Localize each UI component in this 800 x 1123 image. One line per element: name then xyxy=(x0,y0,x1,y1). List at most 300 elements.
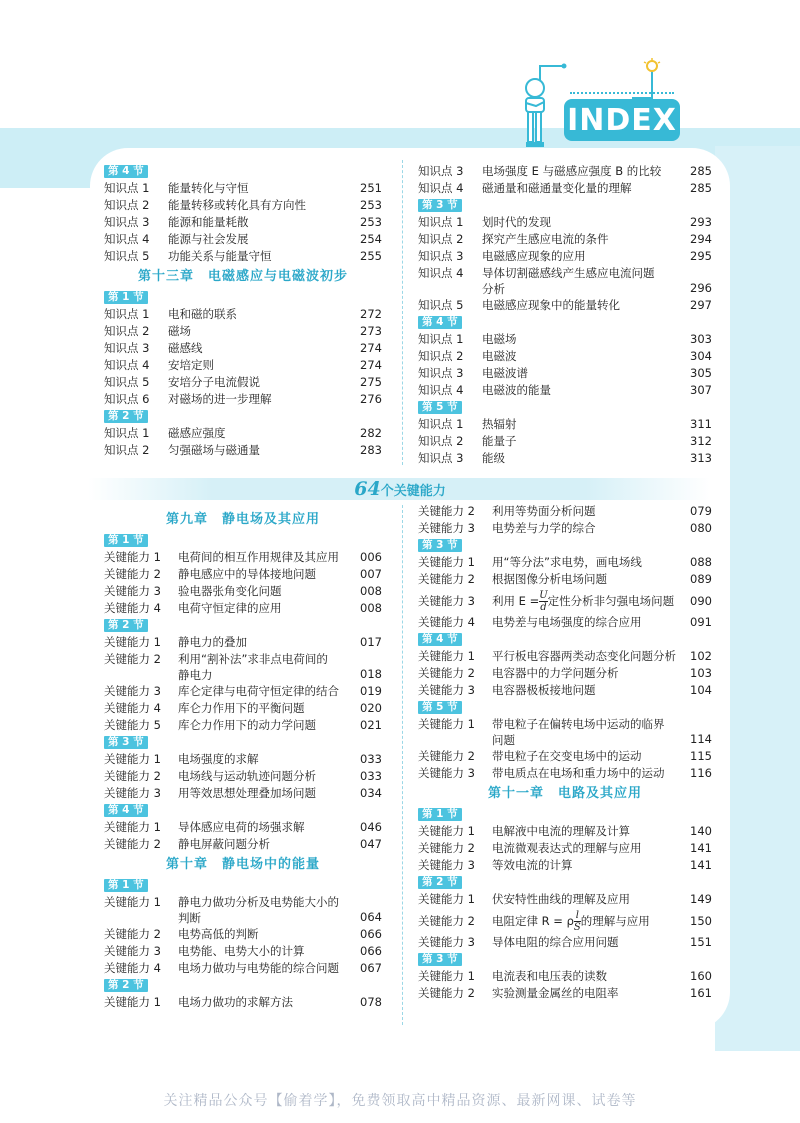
entry-label: 关键能力 4 xyxy=(104,601,161,615)
entry-title: 静电力做功分析及电势能大小的 xyxy=(178,895,339,909)
entry-label: 关键能力 4 xyxy=(104,961,161,975)
entry-page: 141 xyxy=(690,858,712,872)
entry-page: 294 xyxy=(690,232,712,246)
entry-label: 关键能力 2 xyxy=(418,986,475,1000)
toc-entry xyxy=(104,943,382,960)
chapter-title: 第九章 静电场及其应用 xyxy=(165,512,320,527)
toc-entry xyxy=(104,926,382,943)
entry-title: 利用“割补法”求非点电荷间的 xyxy=(178,652,328,666)
entry-page: 007 xyxy=(360,567,382,581)
fraction-numerator: l xyxy=(575,910,579,921)
fraction-denominator: S xyxy=(573,922,581,933)
toc-entry xyxy=(418,891,712,908)
entry-page: 034 xyxy=(360,786,382,800)
toc-entry xyxy=(418,214,712,231)
entry-page: 293 xyxy=(690,215,712,229)
toc-entry xyxy=(104,634,382,651)
section-row xyxy=(104,802,382,819)
entry-label: 关键能力 2 xyxy=(418,504,475,518)
top-right-column xyxy=(418,163,712,467)
entry-label: 知识点 5 xyxy=(104,375,150,389)
entry-page: 088 xyxy=(690,555,712,569)
entry-label: 关键能力 3 xyxy=(104,684,161,698)
toc-entry xyxy=(104,248,382,265)
toc-entry xyxy=(104,994,382,1011)
entry-page: 008 xyxy=(360,584,382,598)
entry-title: 电和磁的联系 xyxy=(168,307,237,321)
entry-label: 关键能力 1 xyxy=(418,717,475,731)
toc-entry xyxy=(418,365,712,382)
entry-page: 033 xyxy=(360,769,382,783)
entry-title: 能量转化与守恒 xyxy=(168,181,249,195)
entry-label: 关键能力 2 xyxy=(104,567,161,581)
entry-title: 电势能、电势大小的计算 xyxy=(178,944,305,958)
entry-label: 关键能力 1 xyxy=(418,892,475,906)
toc-entry xyxy=(418,934,712,951)
entry-title: 电场力做功与电势能的综合问题 xyxy=(178,961,339,975)
entry-title: 实验测量金属丝的电阻率 xyxy=(492,986,619,1000)
entry-title-continued: 分析 xyxy=(482,282,505,296)
entry-title: 磁感应强度 xyxy=(168,426,226,440)
footer-note: 关注精品公众号【偷着学】，免费领取高中精品资源、最新网课、试卷等 xyxy=(163,1093,637,1109)
entry-label: 关键能力 3 xyxy=(104,944,161,958)
entry-title: 电场强度 E 与磁感应强度 B 的比较 xyxy=(482,164,662,178)
entry-title: 库仑力作用下的平衡问题 xyxy=(178,701,305,715)
entry-page: 253 xyxy=(360,198,382,212)
entry-title: 匀强磁场与磁通量 xyxy=(168,443,260,457)
entry-page: 296 xyxy=(690,281,712,295)
entry-title-continued: 静电力 xyxy=(178,668,213,682)
toc-entry xyxy=(418,665,712,682)
section-row xyxy=(418,399,712,416)
section-label: 第 5 节 xyxy=(418,701,462,714)
entry-title: 电场力做功的求解方法 xyxy=(178,995,293,1009)
entry-title: 导体感应电荷的场强求解 xyxy=(178,820,305,834)
entry-page: 285 xyxy=(690,164,712,178)
toc-entry xyxy=(418,908,712,934)
entry-title: 电荷间的相互作用规律及其应用 xyxy=(178,550,339,564)
toc-entry xyxy=(418,840,712,857)
section-label: 第 1 节 xyxy=(104,879,148,892)
toc-entry xyxy=(418,265,712,297)
banner-number: 64 xyxy=(354,478,381,500)
entry-page: 297 xyxy=(690,298,712,312)
entry-title: 根据图像分析电场问题 xyxy=(492,572,607,586)
entry-label: 知识点 2 xyxy=(104,324,150,338)
toc-entry xyxy=(418,985,712,1002)
toc-entry xyxy=(104,549,382,566)
entry-page: 313 xyxy=(690,451,712,465)
section-row xyxy=(104,734,382,751)
toc-entry xyxy=(418,588,712,614)
entry-title: 能量子 xyxy=(482,434,517,448)
entry-page: 091 xyxy=(690,615,712,629)
toc-entry xyxy=(418,648,712,665)
entry-title: 能源与社会发展 xyxy=(168,232,249,246)
entry-page: 295 xyxy=(690,249,712,263)
top-left-column xyxy=(104,163,382,459)
toc-entry xyxy=(418,348,712,365)
entry-page: 141 xyxy=(690,841,712,855)
entry-title: 电磁波 xyxy=(482,349,517,363)
entry-label: 知识点 5 xyxy=(104,249,150,263)
entry-title: 库仑定律与电荷守恒定律的结合 xyxy=(178,684,339,698)
section-row xyxy=(418,631,712,648)
toc-entry xyxy=(104,425,382,442)
entry-title-continued: 问题 xyxy=(492,733,515,747)
entry-title: 功能关系与能量守恒 xyxy=(168,249,272,263)
entry-page: 090 xyxy=(690,594,712,608)
entry-label: 知识点 1 xyxy=(104,426,150,440)
toc-entry xyxy=(104,306,382,323)
entry-label: 知识点 1 xyxy=(104,181,150,195)
section-label: 第 4 节 xyxy=(418,316,462,329)
entry-page: 283 xyxy=(360,443,382,457)
entry-title: 能量转移或转化具有方向性 xyxy=(168,198,306,212)
toc-entry xyxy=(104,180,382,197)
toc-entry xyxy=(104,836,382,853)
entry-title: 静电感应中的导体接地问题 xyxy=(178,567,316,581)
formula-suffix: 定性分析非匀强电场问题 xyxy=(547,594,675,608)
entry-page: 307 xyxy=(690,383,712,397)
entry-title: 电磁波谱 xyxy=(482,366,528,380)
section-row xyxy=(418,874,712,891)
toc-entry xyxy=(104,894,382,926)
entry-label: 关键能力 2 xyxy=(104,652,161,666)
entry-title: 电势高低的判断 xyxy=(178,927,259,941)
entry-title: 带电质点在电场和重力场中的运动 xyxy=(492,766,665,780)
entry-title: 磁通量和磁通量变化量的理解 xyxy=(482,181,632,195)
entry-page: 255 xyxy=(360,249,382,263)
entry-title: 磁场 xyxy=(168,324,191,338)
entry-title: 用“等分法”求电势，画电场线 xyxy=(492,555,642,569)
chapter-title: 第十一章 电路及其应用 xyxy=(487,786,642,801)
entry-title: 电场强度的求解 xyxy=(178,752,259,766)
entry-page: 274 xyxy=(360,341,382,355)
toc-entry xyxy=(418,748,712,765)
section-row xyxy=(418,951,712,968)
toc-entry xyxy=(418,571,712,588)
section-row xyxy=(104,617,382,634)
entry-label: 关键能力 4 xyxy=(418,615,475,629)
toc-entry xyxy=(104,819,382,836)
entry-page: 047 xyxy=(360,837,382,851)
entry-title: 静电屏蔽问题分析 xyxy=(178,837,270,851)
entry-label: 知识点 4 xyxy=(418,181,464,195)
entry-title xyxy=(492,908,650,934)
entry-page: 275 xyxy=(360,375,382,389)
entry-label: 知识点 3 xyxy=(104,341,150,355)
toc-entry xyxy=(104,323,382,340)
entry-page: 276 xyxy=(360,392,382,406)
fraction-numerator: U xyxy=(539,590,548,601)
toc-entry xyxy=(104,717,382,734)
entry-label: 知识点 3 xyxy=(418,451,464,465)
entry-title: 电容器中的力学问题分析 xyxy=(492,666,619,680)
toc-entry xyxy=(104,768,382,785)
entry-label: 关键能力 2 xyxy=(104,927,161,941)
entry-label: 知识点 3 xyxy=(418,249,464,263)
entry-title: 安培分子电流假说 xyxy=(168,375,260,389)
entry-page: 115 xyxy=(690,749,712,763)
entry-page: 303 xyxy=(690,332,712,346)
entry-page: 066 xyxy=(360,944,382,958)
entry-label: 关键能力 3 xyxy=(418,683,475,697)
section-row xyxy=(418,699,712,716)
fraction-denominator: d xyxy=(540,602,547,613)
entry-title: 电流微观表达式的理解与应用 xyxy=(492,841,642,855)
section-row xyxy=(104,408,382,425)
entry-label: 知识点 5 xyxy=(418,298,464,312)
entry-label: 关键能力 1 xyxy=(104,895,161,909)
entry-label: 知识点 4 xyxy=(418,383,464,397)
section-row xyxy=(418,537,712,554)
entry-label: 关键能力 1 xyxy=(104,635,161,649)
entry-label: 知识点 3 xyxy=(104,215,150,229)
section-label: 第 3 节 xyxy=(418,953,462,966)
entry-page: 285 xyxy=(690,181,712,195)
column-divider-bottom xyxy=(402,505,403,1025)
banner-title xyxy=(0,478,800,500)
entry-label: 知识点 4 xyxy=(104,358,150,372)
entry-page: 116 xyxy=(690,766,712,780)
entry-page: 140 xyxy=(690,824,712,838)
entry-label: 关键能力 2 xyxy=(104,837,161,851)
entry-page: 078 xyxy=(360,995,382,1009)
entry-title: 利用等势面分析问题 xyxy=(492,504,596,518)
toc-entry xyxy=(104,214,382,231)
toc-entry xyxy=(418,765,712,782)
entry-label: 知识点 2 xyxy=(418,232,464,246)
entry-page: 019 xyxy=(360,684,382,698)
column-divider-top xyxy=(402,160,403,465)
toc-entry xyxy=(418,433,712,450)
index-badge: INDEX xyxy=(564,99,680,141)
entry-page: 151 xyxy=(690,935,712,949)
entry-page: 274 xyxy=(360,358,382,372)
entry-title: 能级 xyxy=(482,451,505,465)
entry-label: 关键能力 1 xyxy=(104,550,161,564)
toc-entry xyxy=(418,231,712,248)
toc-entry xyxy=(418,297,712,314)
toc-entry xyxy=(104,583,382,600)
entry-title: 验电器张角变化问题 xyxy=(178,584,282,598)
section-row xyxy=(418,197,712,214)
bottom-right-column xyxy=(418,503,712,1002)
section-label: 第 4 节 xyxy=(104,165,148,178)
entry-title: 等效电流的计算 xyxy=(492,858,573,872)
entry-label: 知识点 2 xyxy=(418,434,464,448)
entry-page: 312 xyxy=(690,434,712,448)
entry-page: 251 xyxy=(360,181,382,195)
entry-page: 254 xyxy=(360,232,382,246)
banner-label: 个关键能力 xyxy=(380,484,446,499)
entry-page: 114 xyxy=(690,732,712,746)
entry-label: 关键能力 2 xyxy=(418,749,475,763)
section-row xyxy=(104,163,382,180)
entry-label: 关键能力 2 xyxy=(418,914,475,928)
entry-page: 080 xyxy=(690,521,712,535)
toc-entry xyxy=(418,968,712,985)
toc-entry xyxy=(418,682,712,699)
entry-page: 305 xyxy=(690,366,712,380)
toc-entry xyxy=(104,751,382,768)
entry-page: 103 xyxy=(690,666,712,680)
entry-title xyxy=(492,588,674,614)
toc-entry xyxy=(418,823,712,840)
entry-label: 关键能力 5 xyxy=(104,718,161,732)
formula-fraction xyxy=(574,910,581,933)
entry-label: 知识点 1 xyxy=(418,215,464,229)
entry-title: 导体电阻的综合应用问题 xyxy=(492,935,619,949)
entry-page: 018 xyxy=(360,667,382,681)
entry-title: 伏安特性曲线的理解及应用 xyxy=(492,892,630,906)
entry-label: 知识点 2 xyxy=(104,198,150,212)
section-row xyxy=(104,289,382,306)
section-label: 第 2 节 xyxy=(104,979,148,992)
entry-label: 关键能力 2 xyxy=(418,666,475,680)
entry-label: 关键能力 3 xyxy=(418,521,475,535)
entry-title: 导体切割磁感线产生感应电流问题 xyxy=(482,266,655,280)
entry-page: 161 xyxy=(690,986,712,1000)
entry-label: 知识点 4 xyxy=(418,266,464,280)
entry-page: 149 xyxy=(690,892,712,906)
toc-entry xyxy=(104,231,382,248)
formula-prefix: 利用 E = xyxy=(492,594,540,608)
toc-entry xyxy=(418,614,712,631)
entry-title: 电流表和电压表的读数 xyxy=(492,969,607,983)
section-label: 第 3 节 xyxy=(418,539,462,552)
entry-label: 知识点 3 xyxy=(418,164,464,178)
entry-page: 104 xyxy=(690,683,712,697)
entry-page: 033 xyxy=(360,752,382,766)
entry-page: 021 xyxy=(360,718,382,732)
entry-label: 关键能力 1 xyxy=(418,649,475,663)
toc-entry xyxy=(104,960,382,977)
entry-page: 008 xyxy=(360,601,382,615)
section-label: 第 2 节 xyxy=(104,619,148,632)
entry-title: 电磁波的能量 xyxy=(482,383,551,397)
toc-entry xyxy=(104,566,382,583)
toc-entry xyxy=(104,357,382,374)
entry-title: 带电粒子在偏转电场中运动的临界 xyxy=(492,717,665,731)
formula-fraction xyxy=(539,590,547,613)
entry-label: 知识点 1 xyxy=(418,417,464,431)
index-dots xyxy=(570,92,674,98)
toc-entry xyxy=(104,600,382,617)
entry-title: 对磁场的进一步理解 xyxy=(168,392,272,406)
entry-title: 电解液中电流的理解及计算 xyxy=(492,824,630,838)
section-row xyxy=(418,314,712,331)
entry-title: 探究产生感应电流的条件 xyxy=(482,232,609,246)
entry-page: 160 xyxy=(690,969,712,983)
toc-entry xyxy=(104,683,382,700)
toc-entry xyxy=(418,331,712,348)
entry-label: 关键能力 1 xyxy=(104,995,161,1009)
entry-label: 关键能力 2 xyxy=(418,841,475,855)
section-label: 第 2 节 xyxy=(104,410,148,423)
toc-entry xyxy=(104,651,382,683)
entry-label: 知识点 1 xyxy=(418,332,464,346)
section-label: 第 4 节 xyxy=(418,633,462,646)
entry-page: 064 xyxy=(360,910,382,924)
entry-page: 273 xyxy=(360,324,382,338)
section-label: 第 4 节 xyxy=(104,804,148,817)
entry-page: 017 xyxy=(360,635,382,649)
section-row xyxy=(104,532,382,549)
entry-label: 关键能力 4 xyxy=(104,701,161,715)
toc-entry xyxy=(418,180,712,197)
toc-entry xyxy=(418,503,712,520)
entry-label: 关键能力 3 xyxy=(418,594,475,608)
entry-title: 热辐射 xyxy=(482,417,517,431)
entry-label: 关键能力 3 xyxy=(418,766,475,780)
entry-page: 079 xyxy=(690,504,712,518)
entry-page: 066 xyxy=(360,927,382,941)
entry-title: 安培定则 xyxy=(168,358,214,372)
entry-title: 电容器极板接地问题 xyxy=(492,683,596,697)
toc-entry xyxy=(418,382,712,399)
bottom-left-column xyxy=(104,508,382,1011)
toc-entry xyxy=(418,416,712,433)
toc-entry xyxy=(418,554,712,571)
entry-title: 电磁场 xyxy=(482,332,517,346)
entry-label: 关键能力 3 xyxy=(418,935,475,949)
entry-title-continued: 判断 xyxy=(178,911,201,925)
entry-label: 关键能力 1 xyxy=(104,752,161,766)
entry-label: 关键能力 2 xyxy=(418,572,475,586)
entry-label: 关键能力 1 xyxy=(418,969,475,983)
section-row xyxy=(418,806,712,823)
toc-entry xyxy=(104,785,382,802)
entry-label: 知识点 1 xyxy=(104,307,150,321)
entry-title: 电荷守恒定律的应用 xyxy=(178,601,282,615)
section-row xyxy=(104,877,382,894)
entry-page: 046 xyxy=(360,820,382,834)
entry-title: 电磁感应现象中的能量转化 xyxy=(482,298,620,312)
section-label: 第 1 节 xyxy=(418,808,462,821)
section-label: 第 3 节 xyxy=(418,199,462,212)
entry-page: 089 xyxy=(690,572,712,586)
entry-page: 102 xyxy=(690,649,712,663)
entry-label: 关键能力 3 xyxy=(104,584,161,598)
chapter-title: 第十章 静电场中的能量 xyxy=(165,857,320,872)
formula-suffix: 的理解与应用 xyxy=(580,914,650,928)
entry-title: 电势差与电场强度的综合应用 xyxy=(492,615,642,629)
toc-entry xyxy=(418,163,712,180)
toc-entry xyxy=(418,857,712,874)
entry-page: 311 xyxy=(690,417,712,431)
toc-entry xyxy=(104,391,382,408)
entry-title: 静电力的叠加 xyxy=(178,635,247,649)
entry-label: 关键能力 3 xyxy=(418,858,475,872)
toc-entry xyxy=(104,700,382,717)
section-row xyxy=(104,977,382,994)
entry-page: 006 xyxy=(360,550,382,564)
section-label: 第 1 节 xyxy=(104,291,148,304)
entry-title: 划时代的发现 xyxy=(482,215,551,229)
entry-title: 用等效思想处理叠加场问题 xyxy=(178,786,316,800)
entry-page: 067 xyxy=(360,961,382,975)
entry-label: 关键能力 1 xyxy=(104,820,161,834)
toc-entry xyxy=(104,442,382,459)
section-label: 第 5 节 xyxy=(418,401,462,414)
entry-title: 库仑力作用下的动力学问题 xyxy=(178,718,316,732)
entry-label: 关键能力 1 xyxy=(418,824,475,838)
entry-title: 电场线与运动轨迹问题分析 xyxy=(178,769,316,783)
entry-page: 020 xyxy=(360,701,382,715)
toc-entry xyxy=(104,340,382,357)
